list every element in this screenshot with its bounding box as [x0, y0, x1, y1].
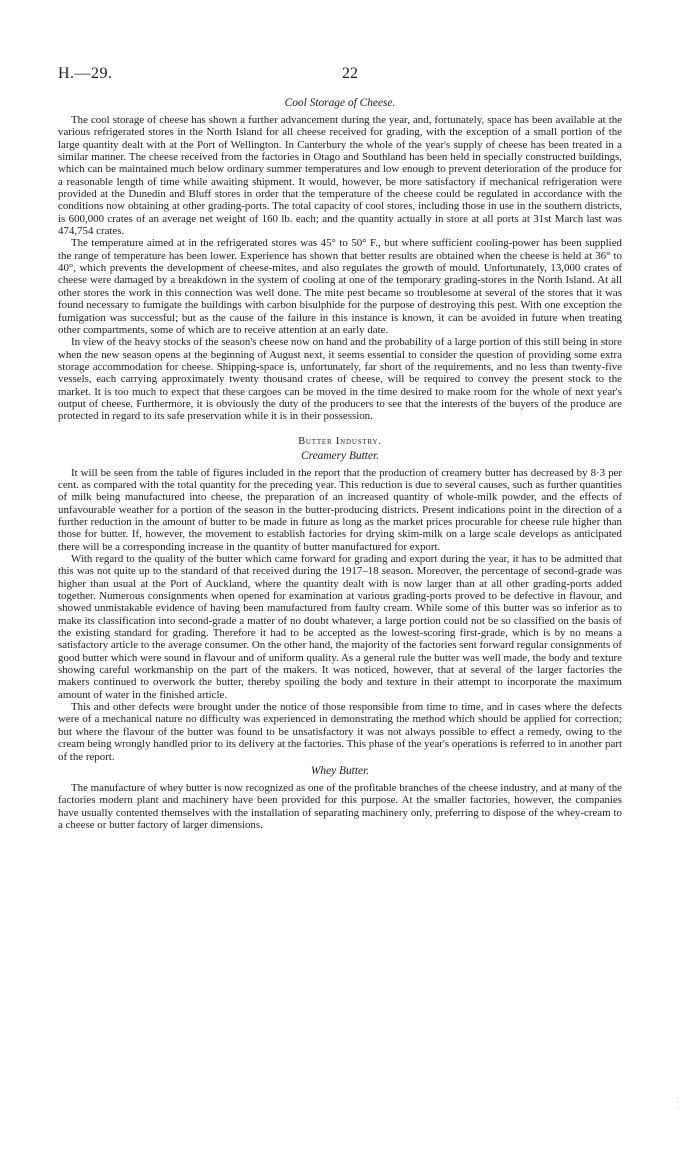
subsection-title-creamery-butter: Creamery Butter. — [300, 449, 380, 462]
paragraph: The cool storage of cheese has shown a further advancement during the year, and, fortunately, space has been available at the various refrigerated stores in the North Island for all cheese received for grading, with the exception of a small portion of the large quantity dealt with at the Port of Wellington. In Canterbury the whole of the year's supply of cheese has been treated in a similar manner. The cheese received from the factories in Otago and Southland has been held in specially constructed buildings, which can be maintained much below ordinary summer temperatures and low enough to prevent deterioration of the produce for a reasonable length of time while awaiting shipment. It would, however, be more satisfactory if mechanical refrigeration were provided at the Dunedin and Bluff stores in order that the temperature of the cheese could be regulated in accordance with the conditions now obtaining at other grading-ports. The total capacity of cool stores, including those in use in the southern districts, is 600,000 crates of an average net weight of 160 lb. each; and the quantity actually in store at all ports at 31st March last was 474,754 crates. — [58, 114, 622, 238]
page-header — [58, 65, 618, 89]
document-reference: H.—29. — [58, 65, 113, 82]
paragraph: This and other defects were brought under the notice of those responsible from time to time, and in cases where the defects were of a mechanical nature no difficulty was experienced in demonstrating the method which should be applied for correction; but where the flavour of the butter was found to be unsatisfactory it was not always possible to effect a remedy, owing to the cream being wrongly handled prior to its delivery at the factories. This phase of the year's operations is referred to in another part of the report. — [58, 701, 622, 763]
subsection-title-whey-butter: Whey Butter. — [310, 764, 370, 777]
paragraph: It will be seen from the table of figures included in the report that the production of creamery butter has decreased by 8·3 per cent. as compared with the total quantity for the preceding year. This reduction is due to several causes, such as further quantities of milk being manufactured into cheese, the preparation of an increased quantity of whole-milk powder, and the effects of unfavourable weather for a portion of the season in the butter-producing districts. Present indications point in the direction of a further reduction in the amount of butter to be made in future as long as the market prices procurable for cheese rule higher than those for butter. If, however, the movement to establish factories for drying skim-milk on a large scale develops as anticipated there will be a corresponding increase in the quantity of butter manufactured for export. — [58, 466, 622, 553]
scan-margin-mark: – – – — [676, 1095, 679, 1111]
paragraph: The manufacture of whey butter is now recognized as one of the profitable branches of the cheese industry, and at many of the factories modern plant and machinery have been provided for this purpose. At the smaller factories, however, the companies have usually contented themselves with the installation of separating machinery only, preferring to dispose of the whey-cream to a cheese or butter factory of larger dimensions. — [58, 781, 622, 831]
paragraph: The temperature aimed at in the refrigerated stores was 45° to 50° F., but where sufficient cooling-power has been supplied the range of temperature has been lower. Experience has shown that better results are obtained when the cheese is held at 36° to 40°, which prevents the development of cheese-mites, and also regulates the growth of mould. Unfortunately, 13,000 crates of cheese were damaged by a breakdown in the system of cooling at one of the temporary grading-stores in the North Island. At all other stores the work in this connection was well done. The mite pest became so troublesome at several of the stores that it was found necessary to fumigate the buildings with carbon bisulphide for the purpose of destroying this pest. With one exception the fumigation was successful; but as the cause of the failure in this instance is known, it can be avoided in future when treating other compartments, some of which are to receive attention at an early date. — [58, 237, 622, 336]
paragraph: In view of the heavy stocks of the season's cheese now on hand and the probability of a large portion of this still being in store when the new season opens at the beginning of August next, it seems essential to consider the question of providing some extra storage accommodation for cheese. Shipping-space is, unfortunately, far short of the requirements, and no less than twenty-five vessels, each carrying approximately twenty thousand crates of cheese, will be required to convey the present stock to the market. It is too much to expect that these cargoes can be moved in the time desired to make room for the whole of next year's output of cheese. Furthermore, it is obviously the duty of the producers to see that the interests of the buyers of the produce are protected in regard to its safe preservation while it is in their possession. — [58, 336, 622, 423]
page-number: 22 — [342, 65, 358, 82]
section-title-cool-storage: Cool Storage of Cheese. — [284, 97, 396, 109]
paragraph: With regard to the quality of the butter which came forward for grading and export during the year, it has to be admitted that this was not quite up to the standard of that received during the 1917–18 season. Moreover, the percentage of second-grade was higher than usual at the Port of Auckland, where the quantity dealt with is now larger than at all other grading-ports added together. Numerous consignments when opened for examination at various grading-ports proved to be defective in flavour, and showed unmistakable evidence of having been manufactured from faulty cream. While some of this butter was so inferior as to make its classification into second-grade a matter of no doubt whatever, a large portion could not be so classified on the basis of the existing standard for grading. Therefore it had to be accepted as the lowest-scoring first-grade, which is by no means a satisfactory article to the average consumer. On the other hand, the majority of the factories sent forward regular consignments of good butter which were sound in flavour and of uniform quality. As a general rule the butter was well made, the body and texture showing careful workmanship on the part of the makers. It was noticed, however, that at several of the larger factories the makers continued to overwork the butter, thereby spoiling the body and texture in their attempt to incorporate the maximum amount of water in the finished article. — [58, 553, 622, 701]
section-heading-butter-industry: Butter Industry. — [298, 435, 382, 447]
page-body — [58, 95, 622, 831]
